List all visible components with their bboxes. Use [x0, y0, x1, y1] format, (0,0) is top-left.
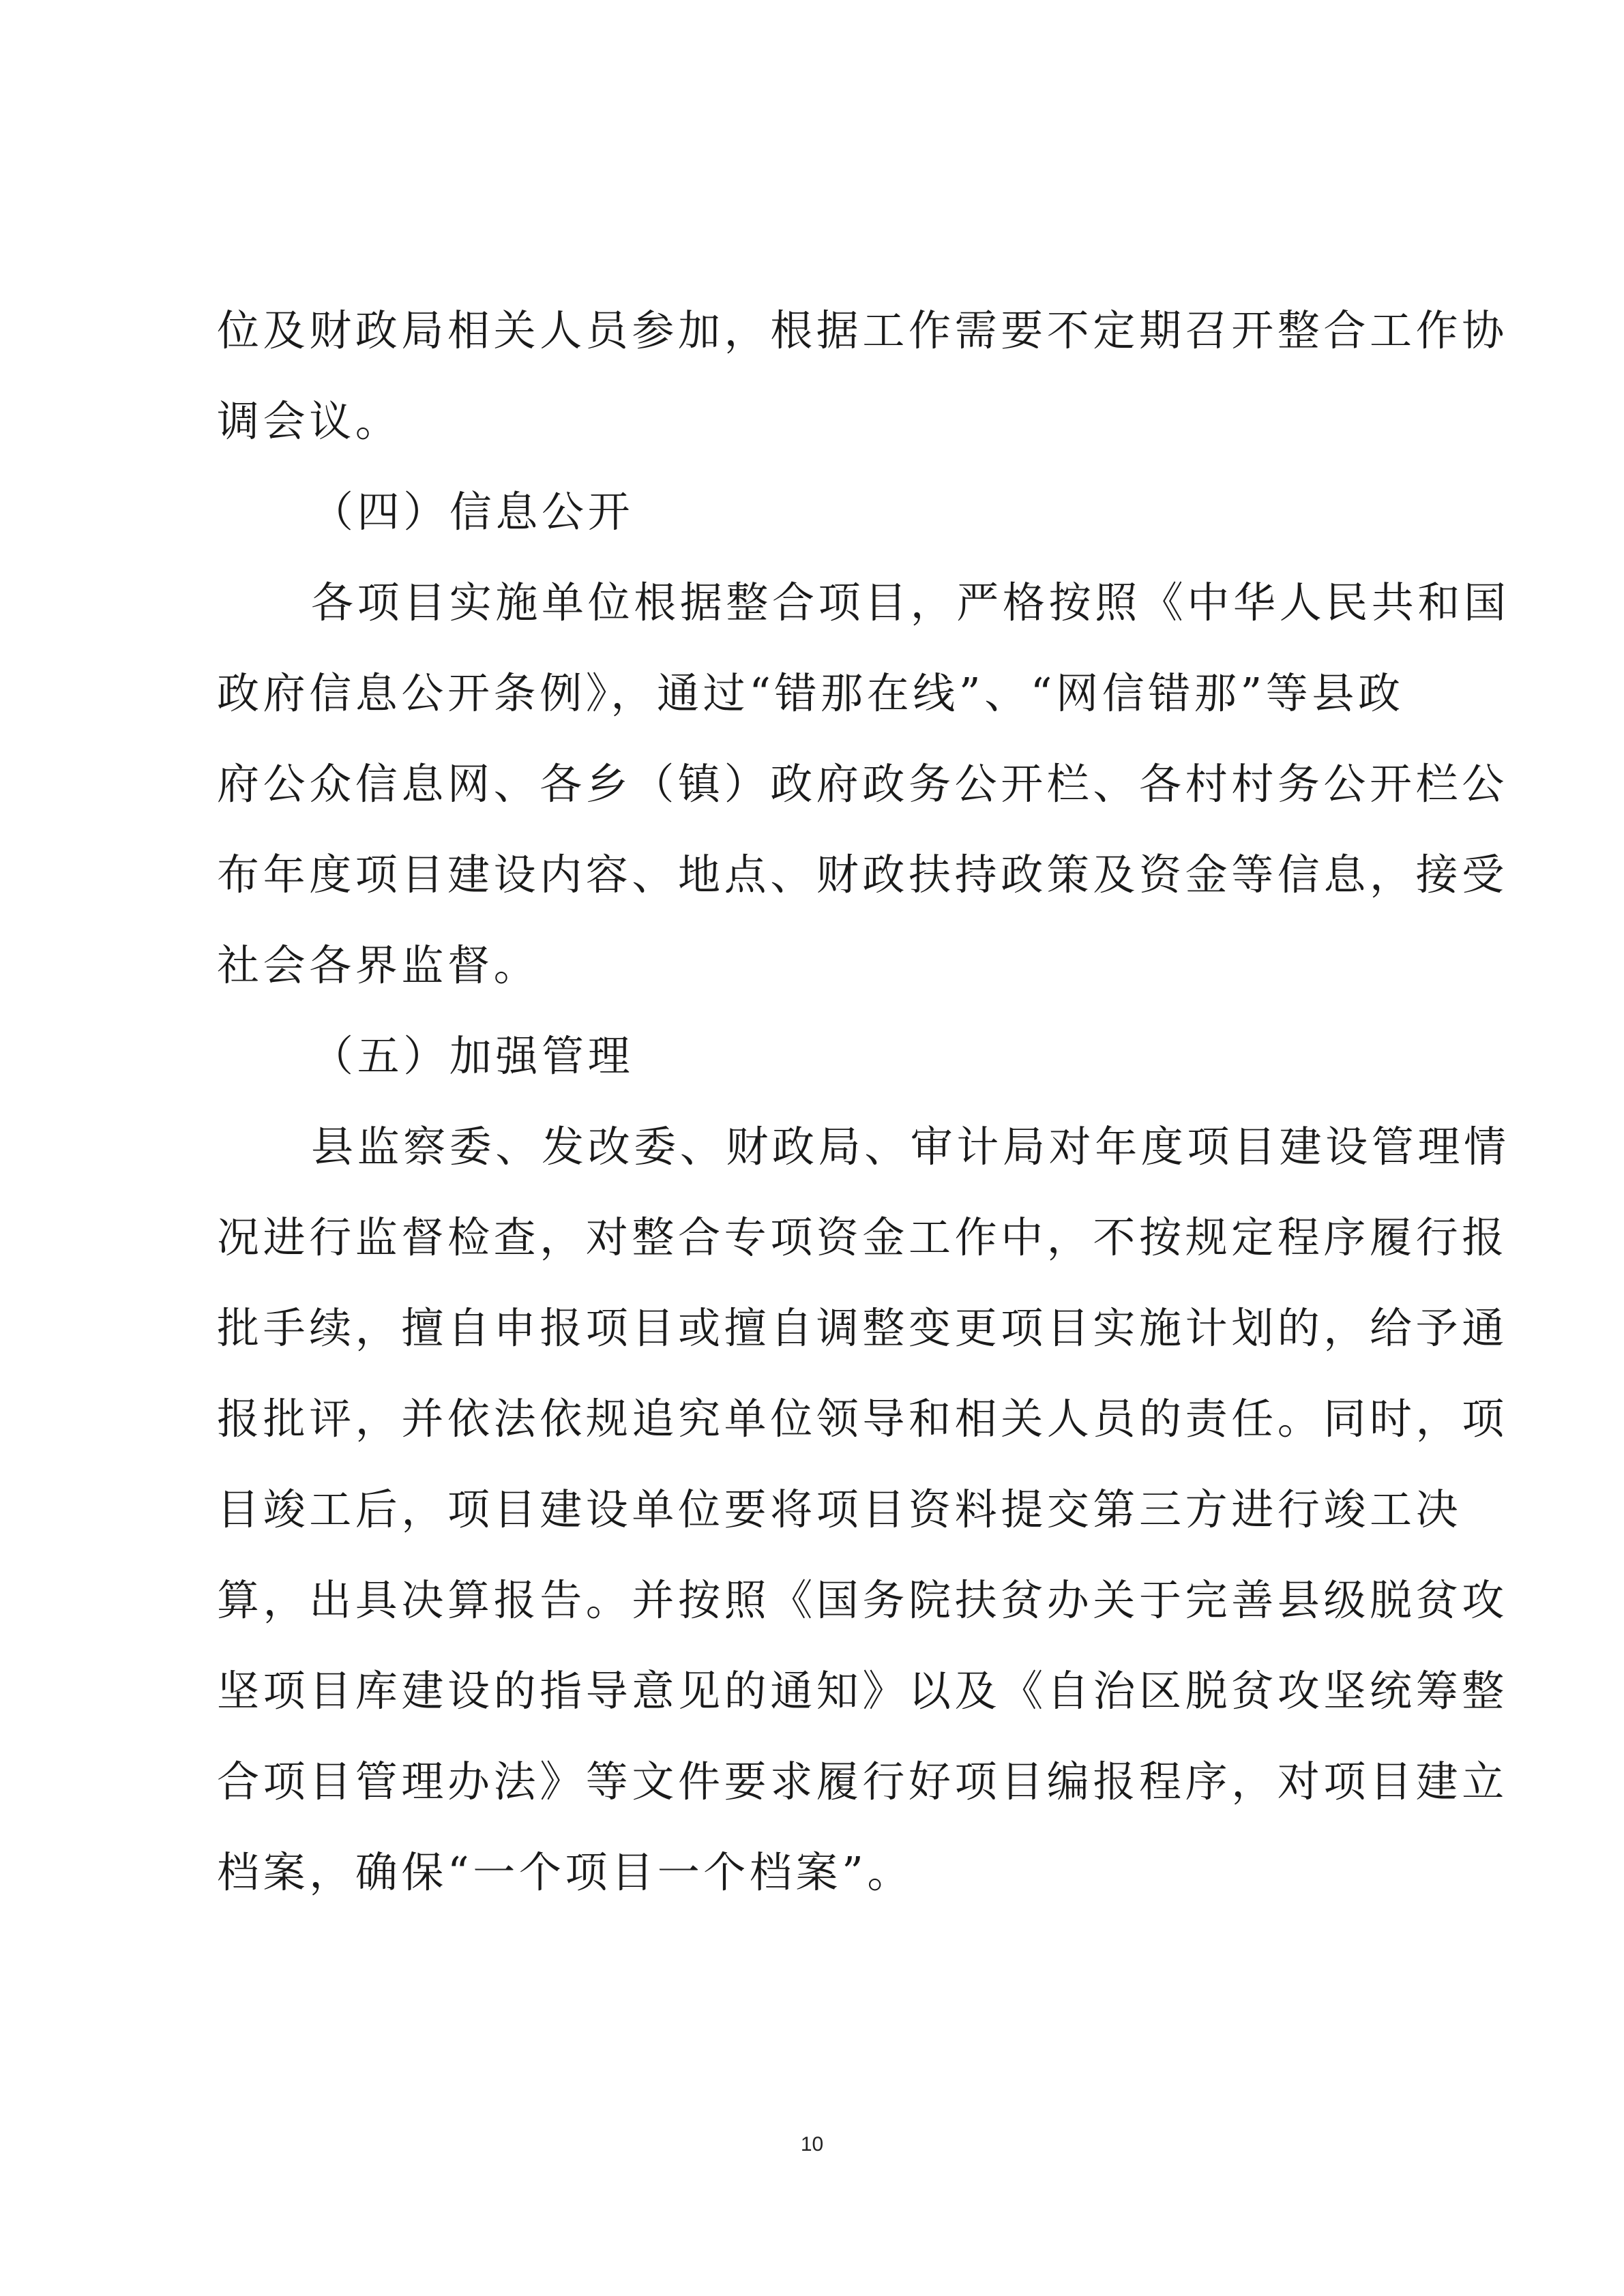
body-text-line: 布年度项目建设内容、地点、财政扶持政策及资金等信息，接受: [217, 850, 1508, 899]
body-text-line: 报批评，并依法依规追究单位领导和相关人员的责任。同时，项: [217, 1394, 1508, 1444]
document-body: [217, 285, 1510, 1918]
body-text-line: 批手续，擅自申报项目或擅自调整变更项目实施计划的，给予通: [217, 1303, 1508, 1353]
body-text-line: 算，出具决算报告。并按照《国务院扶贫办关于完善县级脱贫攻: [217, 1575, 1508, 1625]
body-text-line: 调会议。: [217, 396, 402, 446]
page-number: 10: [800, 2133, 824, 2156]
paragraph-first-line: 各项目实施单位根据整合项目，严格按照《中华人民共和国: [311, 578, 1510, 627]
body-text-line: 位及财政局相关人员参加，根据工作需要不定期召开整合工作协: [217, 305, 1508, 355]
body-text-line: 政府信息公开条例》，通过“错那在线”、“网信错那”等县政: [217, 668, 1404, 718]
body-text-line: 档案，确保“一个项目一个档案”。: [217, 1847, 913, 1897]
body-text-line: 府公众信息网、各乡（镇）政府政务公开栏、各村村务公开栏公: [217, 759, 1508, 809]
section-heading-strengthen-management: （五）加强管理: [311, 1031, 634, 1081]
section-heading-info-disclosure: （四）信息公开: [311, 487, 634, 537]
body-text-line: 况进行监督检查，对整合专项资金工作中，不按规定程序履行报: [217, 1212, 1508, 1262]
body-text-line: 社会各界监督。: [217, 940, 540, 990]
body-text-line: 坚项目库建设的指导意见的通知》以及《自治区脱贫攻坚统筹整: [217, 1666, 1508, 1716]
body-text-line: 目竣工后，项目建设单位要将项目资料提交第三方进行竣工决: [217, 1485, 1462, 1534]
body-text-line: 合项目管理办法》等文件要求履行好项目编报程序，对项目建立: [217, 1757, 1508, 1806]
paragraph-first-line: 县监察委、发改委、财政局、审计局对年度项目建设管理情: [311, 1122, 1510, 1172]
